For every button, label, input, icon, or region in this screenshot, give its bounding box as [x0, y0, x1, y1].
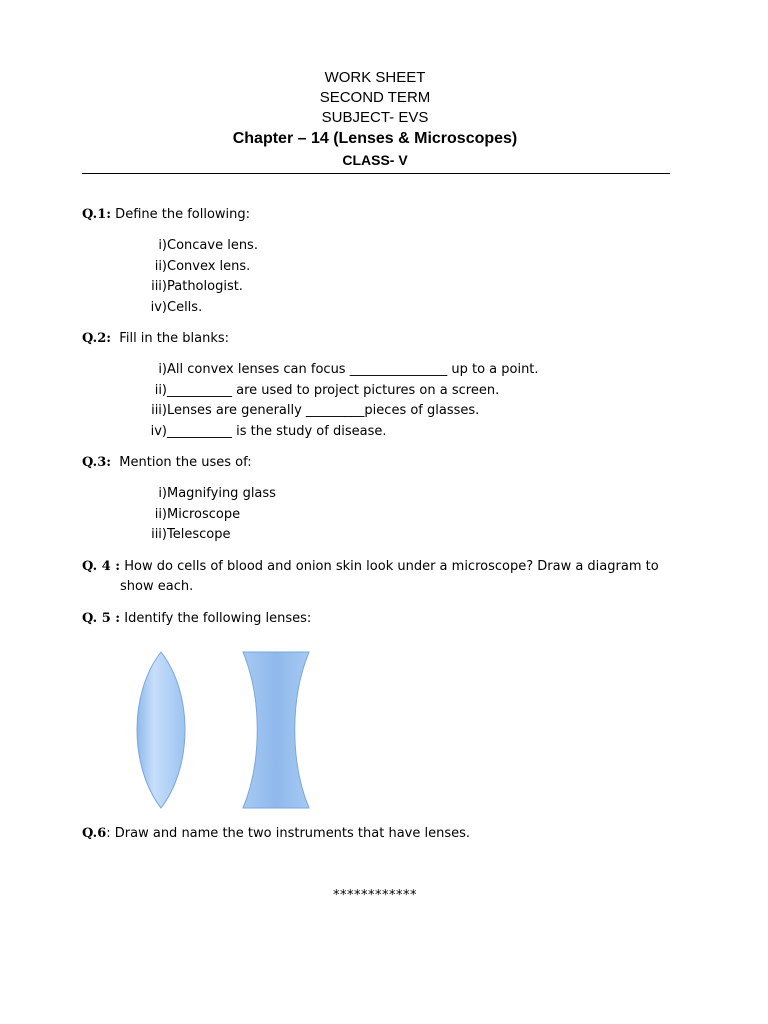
list-item-text: Pathologist.	[167, 279, 243, 294]
list-item-text: All convex lenses can focus _______________ up to a point.	[167, 362, 539, 377]
question-text: Identify the following lenses:	[120, 610, 312, 626]
list-item	[82, 257, 682, 278]
list-item-text: Magnifying glass	[167, 486, 276, 501]
question-number: Q.6	[82, 826, 107, 841]
question-number: Q. 5 :	[82, 610, 121, 626]
worksheet-header	[0, 68, 750, 170]
list-item-text: __________ is the study of disease.	[167, 423, 387, 439]
list-item	[82, 277, 682, 298]
question-2-list	[82, 360, 682, 442]
list-item-text: __________ are used to project pictures on a screen.	[167, 382, 500, 398]
title-term: SECOND TERM	[319, 89, 431, 106]
question-number: Q.3:	[82, 455, 112, 470]
question-number: Q.2:	[82, 331, 112, 346]
title-class: CLASS- V	[342, 152, 408, 168]
question-2	[82, 329, 682, 349]
concave-lens-icon	[243, 652, 309, 808]
list-item-number: ii)	[154, 506, 167, 522]
list-item	[82, 525, 682, 546]
list-item	[82, 360, 682, 381]
convex-lens-icon	[137, 652, 185, 808]
question-1	[82, 205, 682, 225]
list-item	[82, 484, 682, 505]
title-chapter: Chapter – 14 (Lenses & Microscopes)	[232, 130, 518, 147]
list-item-number: iii)	[151, 279, 167, 294]
questions	[82, 205, 682, 629]
end-marker: ************	[333, 888, 417, 903]
question-text: How do cells of blood and onion skin look under a microscope? Draw a diagram to	[120, 558, 659, 574]
list-item-number: ii)	[154, 258, 167, 274]
list-item	[82, 422, 682, 443]
question-1-list	[82, 236, 682, 318]
question-text: : Draw and name the two instruments that have lenses.	[106, 826, 471, 841]
list-item	[82, 298, 682, 319]
title-subject: SUBJECT- EVS	[321, 109, 429, 126]
question-4	[82, 557, 682, 577]
list-item-text: Cells.	[167, 299, 203, 315]
list-item	[82, 401, 682, 422]
question-text: Fill in the blanks:	[111, 331, 230, 346]
title-work-sheet: WORK SHEET	[324, 69, 426, 86]
question-4-continued: show each.	[120, 578, 194, 594]
list-item-number: i)	[158, 362, 167, 377]
question-3-list	[82, 484, 682, 546]
list-item	[82, 505, 682, 526]
list-item-number: iii)	[151, 403, 167, 418]
question-text: Define the following:	[111, 207, 251, 222]
list-item-number: iii)	[151, 527, 167, 542]
question-text: Mention the uses of:	[111, 455, 252, 470]
list-item-number: i)	[158, 486, 167, 501]
list-item-number: ii)	[154, 382, 167, 398]
header-divider	[82, 173, 670, 174]
list-item-number: i)	[158, 238, 167, 253]
list-item-text: Lenses are generally _________pieces of glasses.	[167, 403, 480, 418]
list-item-number: iv)	[150, 299, 167, 315]
list-item-number: iv)	[150, 423, 167, 439]
list-item	[82, 236, 682, 257]
question-5	[82, 609, 682, 629]
list-item	[82, 381, 682, 402]
question-number: Q. 4 :	[82, 558, 121, 574]
list-item-text: Microscope	[167, 506, 241, 522]
list-item-text: Concave lens.	[167, 238, 258, 253]
question-number: Q.1:	[82, 207, 112, 222]
question-3	[82, 453, 682, 473]
list-item-text: Telescope	[167, 527, 231, 542]
lens-diagrams	[130, 648, 330, 813]
list-item-text: Convex lens.	[167, 258, 251, 274]
question-6	[82, 824, 470, 844]
